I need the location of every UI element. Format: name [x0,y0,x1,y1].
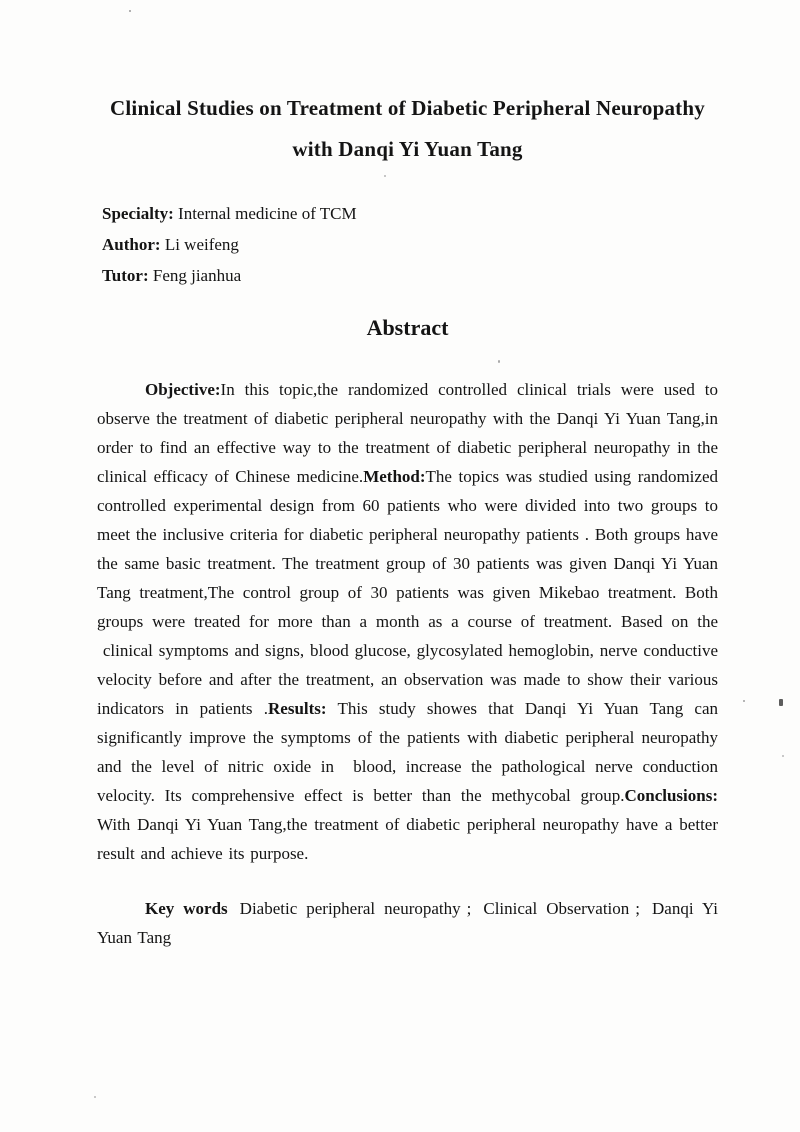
conclusions-text: With Danqi Yi Yuan Tang,the treatment of diabetic peripheral neuropathy have a better result and achieve its purpose. [97,815,718,863]
page-content [97,0,718,952]
title-line-1: Clinical Studies on Treatment of Diabetic Peripheral Neuropathy [110,96,705,120]
keyword-separator: ; [466,899,472,918]
document-title [97,88,718,170]
meta-block [97,198,718,291]
objective-text: In this topic,the randomized controlled clinical trials were used to observe the treatment of diabetic peripheral neuropathy with the Danqi Yi Yuan Tang,in order to find an effective way to the treatment of diabetic peripheral neuropathy in the clinical efficacy of Chinese medicine. [97,380,718,486]
keyword-separator: ; [635,899,641,918]
specialty-line [102,198,718,229]
specialty-label: Specialty: [102,204,174,223]
specialty-value: Internal medicine of TCM [178,204,357,223]
author-label: Author: [102,235,161,254]
scan-artifact [743,700,745,702]
keywords-line [97,894,718,952]
tutor-value: Feng jianhua [152,266,242,285]
method-label: Method: [363,467,426,486]
objective-label: Objective: [145,380,221,399]
title-line-2: with Danqi Yi Yuan Tang [292,137,523,161]
results-text: This study showes that Danqi Yi Yuan Tang can significantly improve the symptoms of the patients with diabetic peripheral neuropathy and the level of nitric oxide in blood, increase the pathological nerve conduction velocity. Its comprehensive effect is better than the methycobal group. [97,699,718,805]
author-value: Li weifeng [164,235,239,254]
abstract-paragraph [97,375,718,868]
keyword-item: Clinical Observation [483,899,630,918]
tutor-label: Tutor: [102,266,149,285]
keyword-item: Diabetic peripheral neuropathy [239,899,461,918]
conclusions-label: Conclusions: [624,786,718,805]
keyword-item: Danqi Yi Yuan Tang [97,899,719,947]
scan-artifact [779,699,783,706]
method-text: The topics was studied using randomized controlled experimental design from 60 patients who were divided into two groups to meet the inclusive criteria for diabetic peripheral neuropathy patients . Both groups have the same basic treatment. The treatment group of 30 patients was given Danqi Yi Yuan Tang treatment,The control group of 30 patients was given Mikebao treatment. Both groups were treated for more than a month as a course of treatment. Based on the clinical symptoms and signs, blood glucose, glycosylated hemoglobin, nerve conductive velocity before and after the treatment, an observation was made to show their various indicators in patients . [97,467,718,718]
scan-artifact [94,1096,96,1098]
author-line [102,229,718,260]
results-label: Results: [268,699,327,718]
keywords-label: Key words [145,899,228,918]
scan-artifact [782,755,784,757]
abstract-heading: Abstract [366,315,449,340]
tutor-line [102,260,718,291]
